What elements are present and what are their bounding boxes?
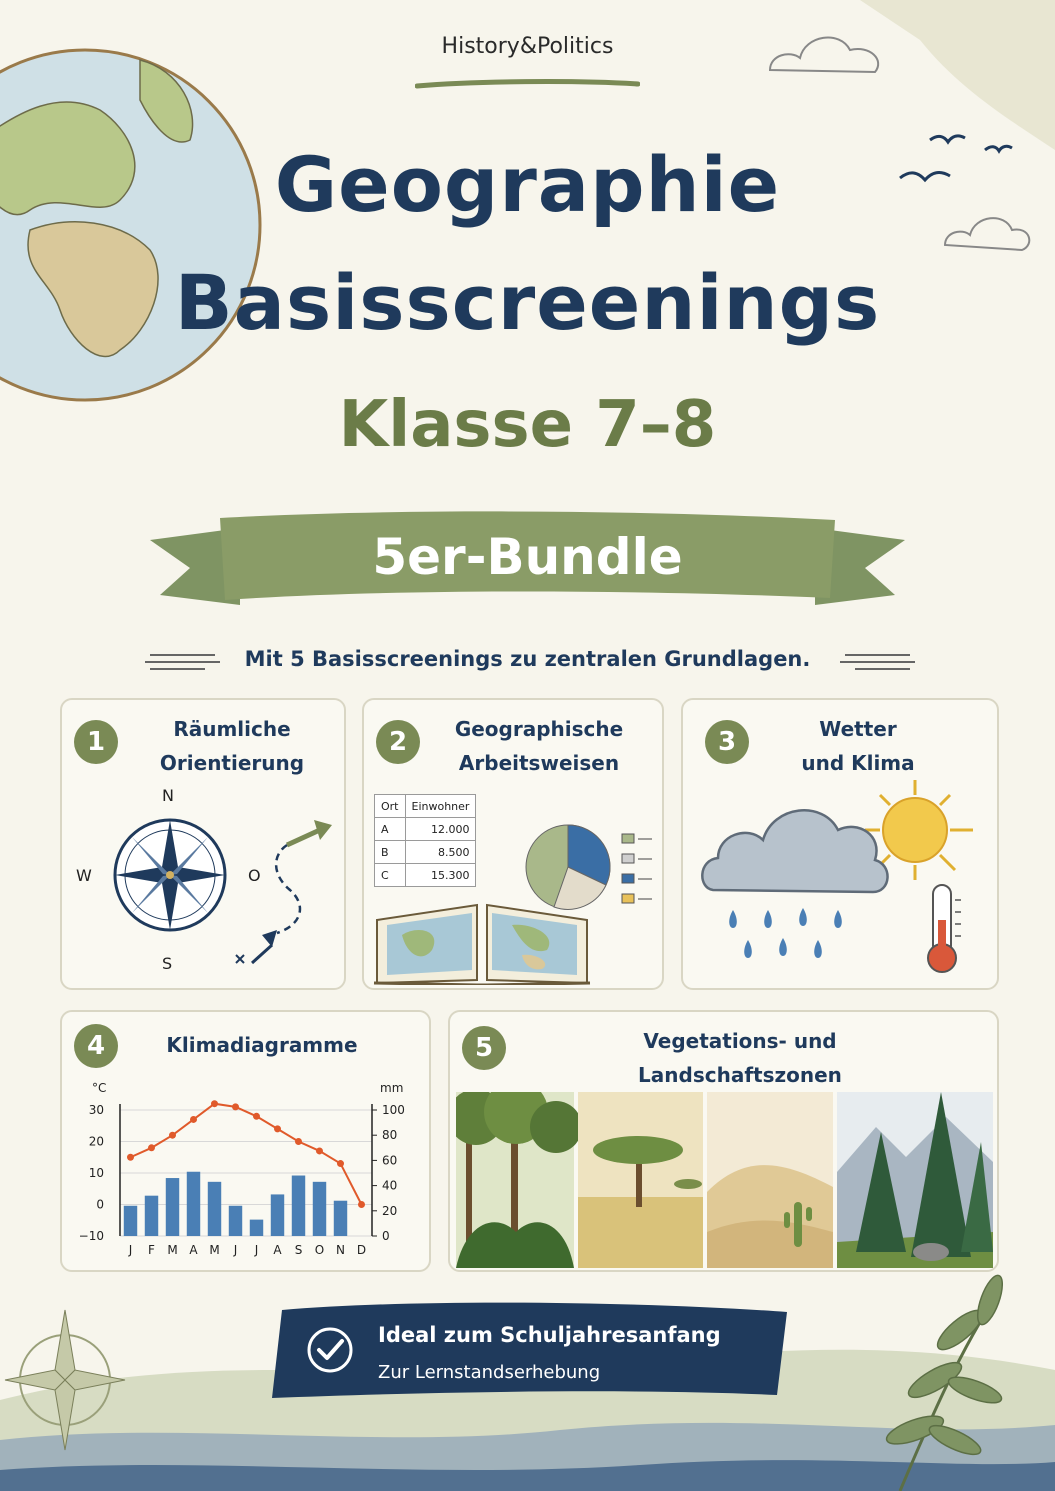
card-title-line: und Klima xyxy=(801,751,915,775)
weather-illustration xyxy=(693,780,993,980)
x-tick-label: N xyxy=(336,1243,345,1257)
table-cell: 8.500 xyxy=(405,841,476,864)
savanna-icon xyxy=(578,1092,703,1268)
card-number: 5 xyxy=(462,1026,506,1070)
thermometer-icon xyxy=(928,885,961,972)
y-label-right: mm xyxy=(380,1081,404,1095)
card-raeumliche-orientierung xyxy=(60,698,346,990)
x-tick-label: A xyxy=(189,1243,198,1257)
precipitation-bar xyxy=(166,1178,179,1236)
precipitation-bar xyxy=(271,1194,284,1236)
precipitation-bar xyxy=(292,1176,305,1236)
temperature-point xyxy=(211,1100,218,1107)
x-tick-label: M xyxy=(167,1243,178,1257)
card-title-line: Wetter xyxy=(819,717,897,741)
card-vegetationszonen xyxy=(448,1010,999,1272)
precipitation-bar xyxy=(334,1201,347,1236)
y-tick-left: 20 xyxy=(88,1134,104,1149)
card-number: 3 xyxy=(705,720,749,764)
desert-icon xyxy=(707,1092,833,1268)
x-tick-label: D xyxy=(356,1243,367,1257)
precipitation-bar xyxy=(187,1172,200,1236)
precipitation-bar xyxy=(145,1196,158,1236)
x-tick-label: J xyxy=(254,1243,259,1257)
y-tick-right: 100 xyxy=(382,1103,405,1117)
precipitation-bar xyxy=(250,1220,263,1236)
y-tick-left: −10 xyxy=(78,1229,104,1243)
checkmark-circle-icon xyxy=(305,1325,355,1375)
compass-east-label: O xyxy=(248,866,261,885)
table-row xyxy=(375,818,476,841)
y-tick-right: 40 xyxy=(382,1178,398,1193)
boreal-forest-icon xyxy=(837,1092,993,1268)
card-number: 2 xyxy=(376,720,420,764)
title-line-2: Basisscreenings xyxy=(174,258,881,347)
temperature-line xyxy=(131,1104,362,1205)
card-title-line: Landschaftszonen xyxy=(638,1063,842,1087)
route-arrows-icon xyxy=(232,815,342,970)
precipitation-bar xyxy=(229,1206,242,1236)
temperature-point xyxy=(232,1103,239,1110)
raindrops-icon xyxy=(729,908,842,958)
rainforest-icon xyxy=(456,1092,582,1268)
table-cell: A xyxy=(375,818,406,841)
compass-west-label: W xyxy=(76,866,92,885)
y-label-left: °C xyxy=(92,1081,107,1095)
temperature-point xyxy=(295,1138,302,1145)
table-header: Einwohner xyxy=(405,795,476,818)
x-tick-label: F xyxy=(148,1243,155,1257)
cloud-icon xyxy=(702,810,887,892)
table-row xyxy=(375,864,476,887)
compass-north-label: N xyxy=(162,786,174,805)
table-cell: 12.000 xyxy=(405,818,476,841)
x-tick-label: S xyxy=(294,1243,303,1257)
card-title-line: Vegetations- und xyxy=(643,1029,837,1053)
subtitle: Mit 5 Basisscreenings zu zentralen Grundlagen. xyxy=(244,647,811,671)
card-title-line: Arbeitsweisen xyxy=(458,751,620,775)
compass-south-label: S xyxy=(162,954,173,973)
temperature-point xyxy=(316,1147,323,1154)
card-title-line: Geographische xyxy=(454,717,624,741)
title-line-1: Geographie xyxy=(274,140,781,229)
y-tick-right: 60 xyxy=(382,1153,398,1168)
table-cell: 15.300 xyxy=(405,864,476,887)
brand-underline xyxy=(415,78,640,90)
y-tick-right: 0 xyxy=(382,1229,390,1243)
temperature-point xyxy=(169,1132,176,1139)
card-number: 4 xyxy=(74,1024,118,1068)
vegetation-zones-illustration xyxy=(456,1092,993,1268)
y-tick-left: 0 xyxy=(96,1197,104,1212)
x-tick-label: O xyxy=(314,1243,325,1257)
temperature-point xyxy=(253,1113,260,1120)
y-tick-left: 10 xyxy=(88,1166,104,1180)
temperature-point xyxy=(127,1154,134,1161)
brand-name: History&Politics xyxy=(441,34,614,59)
x-tick-label: J xyxy=(128,1243,133,1257)
precipitation-bar xyxy=(313,1182,326,1236)
banner-label: 5er-Bundle xyxy=(372,528,683,586)
precipitation-bar xyxy=(124,1206,137,1236)
x-tick-label: A xyxy=(273,1243,282,1257)
population-table xyxy=(374,794,476,887)
temperature-point xyxy=(190,1116,197,1123)
y-tick-right: 80 xyxy=(382,1128,398,1143)
temperature-point xyxy=(358,1201,365,1208)
table-header: Ort xyxy=(375,795,406,818)
table-cell: B xyxy=(375,841,406,864)
y-tick-right: 20 xyxy=(382,1203,398,1218)
card-klimadiagramme xyxy=(60,1010,431,1272)
table-cell: C xyxy=(375,864,406,887)
card-title-line: Räumliche xyxy=(173,717,291,741)
card-wetter-und-klima xyxy=(681,698,999,990)
atlas-book-icon xyxy=(372,895,592,985)
card-title-line: Orientierung xyxy=(159,751,305,775)
y-tick-left: 30 xyxy=(88,1103,104,1117)
card-geographische-arbeitsweisen xyxy=(362,698,664,990)
temperature-point xyxy=(148,1144,155,1151)
card-number: 1 xyxy=(74,720,118,764)
x-tick-label: M xyxy=(209,1243,220,1257)
title-line-3: Klasse 7–8 xyxy=(338,388,717,462)
x-tick-label: J xyxy=(233,1243,238,1257)
precipitation-bar xyxy=(208,1182,221,1236)
footer-subline: Zur Lernstandserhebung xyxy=(378,1362,601,1383)
climate-chart xyxy=(62,1072,427,1262)
temperature-point xyxy=(337,1160,344,1167)
table-row xyxy=(375,841,476,864)
card-title: Klimadiagramme xyxy=(166,1033,358,1057)
temperature-point xyxy=(274,1125,281,1132)
footer-headline: Ideal zum Schuljahresanfang xyxy=(378,1323,721,1347)
